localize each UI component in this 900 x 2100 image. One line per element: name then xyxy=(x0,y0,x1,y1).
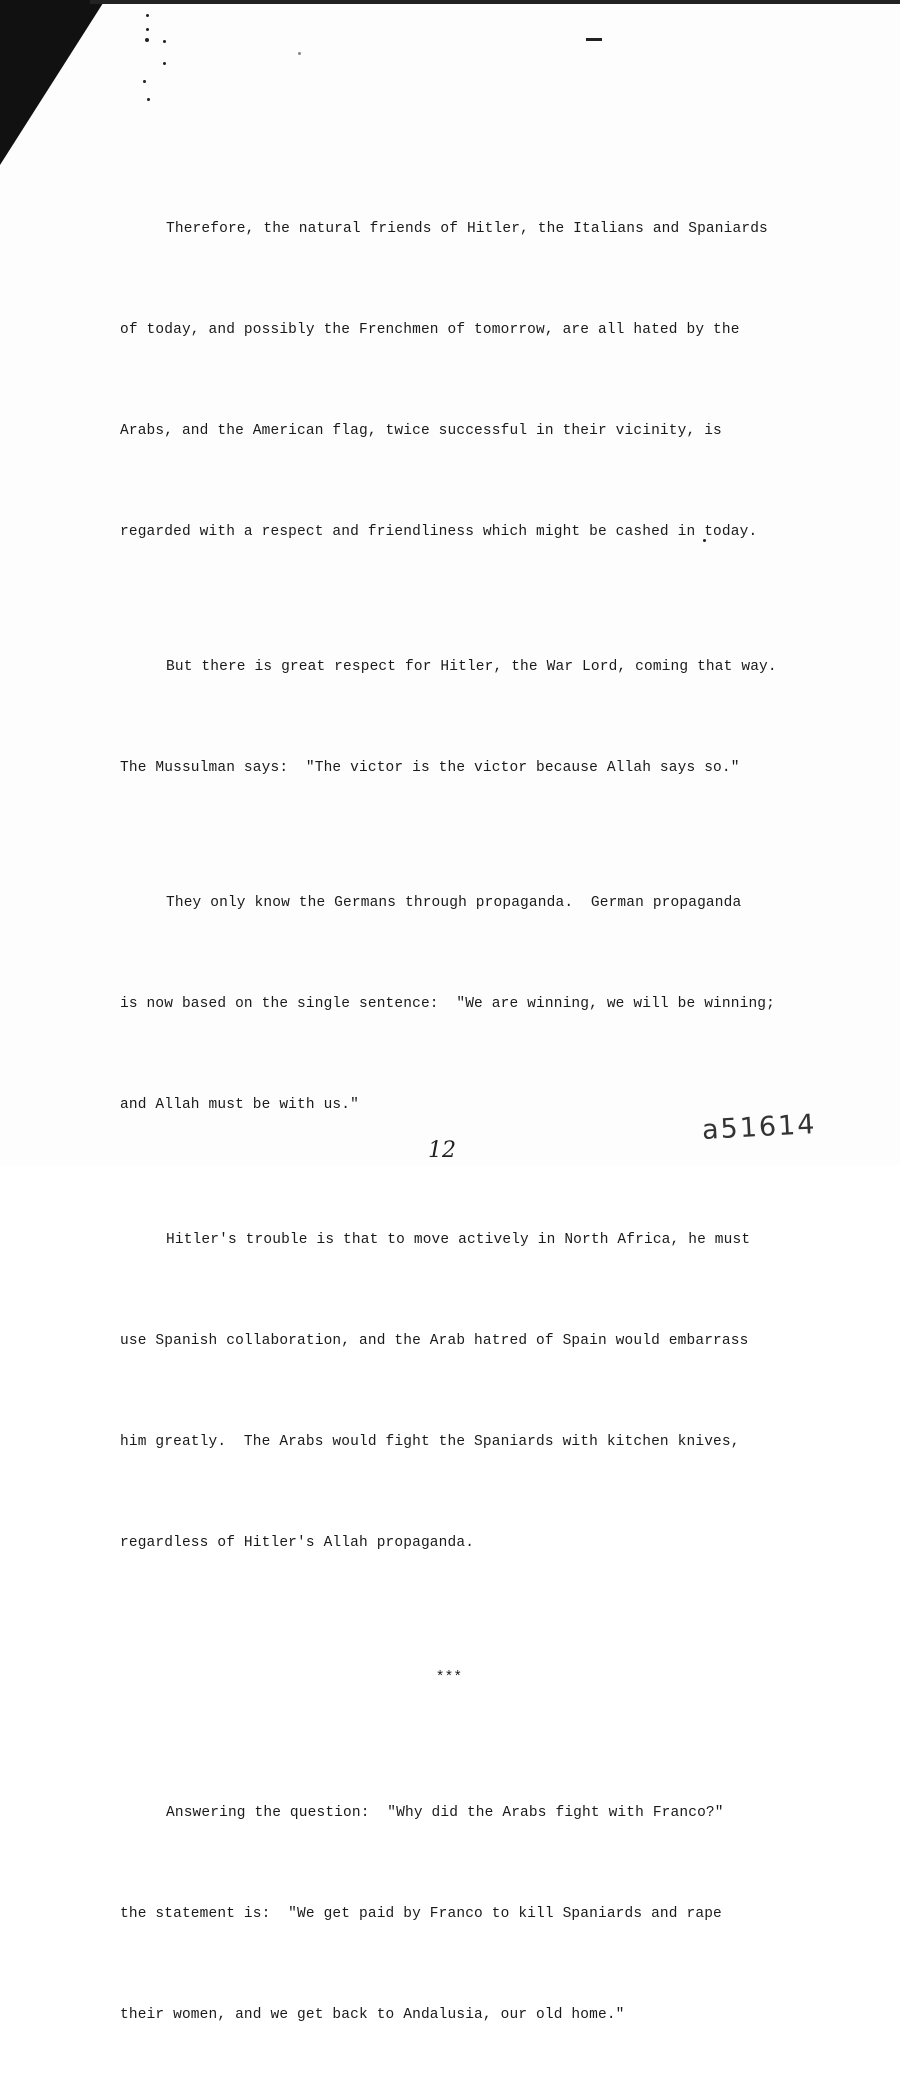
scan-shadow-corner xyxy=(0,0,120,170)
text-line: him greatly. The Arabs would fight the Spaniards with kitchen knives, xyxy=(120,1434,740,1451)
scan-speck xyxy=(146,14,149,17)
text-line: But there is great respect for Hitler, the War Lord, coming that way. xyxy=(166,659,777,676)
scan-speck xyxy=(143,80,146,83)
scan-speck xyxy=(298,52,301,55)
text-line: use Spanish collaboration, and the Arab hatred of Spain would embarrass xyxy=(120,1333,749,1350)
page-number: 12 xyxy=(428,1138,456,1163)
text-line: They only know the Germans through propaganda. German propaganda xyxy=(166,895,742,912)
scan-speck xyxy=(147,98,150,101)
text-line: is now based on the single sentence: "We are winning, we will be winning; xyxy=(120,996,776,1013)
scan-speck xyxy=(145,38,149,42)
text-line: and Allah must be with us." xyxy=(120,1097,359,1114)
handwritten-archive-number: a51614 xyxy=(701,1109,818,1146)
typed-body-text xyxy=(120,112,790,2100)
text-line: Answering the question: "Why did the Arabs fight with Franco?" xyxy=(166,1804,724,1821)
text-line: Arabs, and the American flag, twice successful in their vicinity, is xyxy=(120,423,722,440)
scan-speck xyxy=(163,62,166,65)
text-line: Therefore, the natural friends of Hitler, the Italians and Spaniards xyxy=(166,221,768,238)
text-line: regardless of Hitler's Allah propaganda. xyxy=(120,1535,475,1552)
text-line: regarded with a respect and friendliness which might be cashed in today. xyxy=(120,524,758,541)
text-line: The Mussulman says: "The victor is the victor because Allah says so." xyxy=(120,760,740,777)
scan-speck xyxy=(163,40,166,43)
text-line: of today, and possibly the Frenchmen of tomorrow, are all hated by the xyxy=(120,322,740,339)
section-separator: *** xyxy=(435,1670,463,1687)
text-line: their women, and we get back to Andalusia, our old home." xyxy=(120,2007,625,2024)
scan-speck xyxy=(146,28,149,31)
text-line: Hitler's trouble is that to move actively in North Africa, he must xyxy=(166,1232,751,1249)
text-line: the statement is: "We get paid by Franco to kill Spaniards and rape xyxy=(120,1906,722,1923)
scan-dash-mark xyxy=(586,38,602,41)
scan-top-edge xyxy=(90,0,900,4)
